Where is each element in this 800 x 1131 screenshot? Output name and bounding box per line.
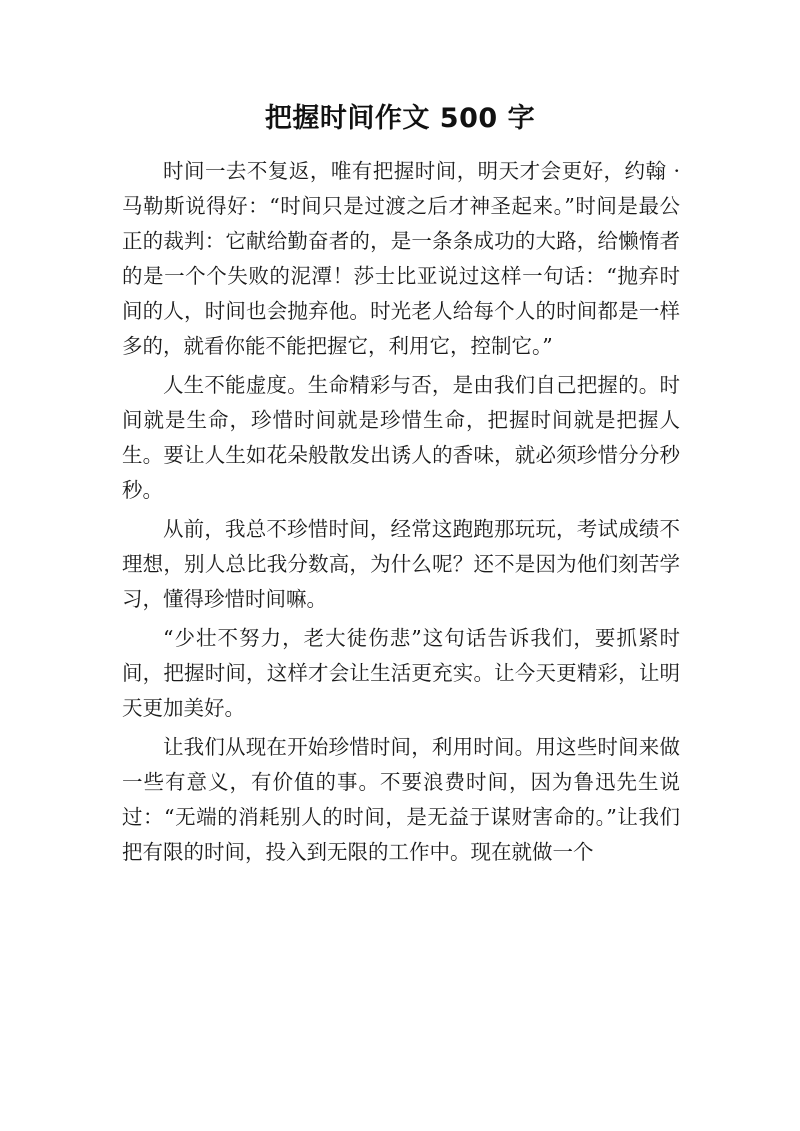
paragraph-1: 时间一去不复返，唯有把握时间，明天才会更好，约翰 · 马勒斯说得好：“时间只是过渡之后才神圣起来。”时间是最公正的裁判：它献给勤奋者的，是一条条成功的大路，给懒惰者的是一个个失败的泥潭！莎士比亚说过这样一句话：“抛弃时间的人，时间也会抛弃他。时光老人给每个人的时间都是一样多的，就看你能不能把握它，利用它，控制它。” <box>122 159 680 358</box>
document-body <box>122 154 680 870</box>
paragraph-4: “少壮不努力，老大徒伤悲”这句话告诉我们，要抓紧时间，把握时间，这样才会让生活更充实。让今天更精彩，让明天更加美好。 <box>122 626 680 720</box>
paragraph-2: 人生不能虚度。生命精彩与否，是由我们自己把握的。时间就是生命，珍惜时间就是珍惜生命，把握时间就是把握人生。要让人生如花朵般散发出诱人的香味，就必须珍惜分分秒秒。 <box>122 373 680 502</box>
paragraph-5: 让我们从现在开始珍惜时间，利用时间。用这些时间来做一些有意义，有价值的事。不要浪费时间，因为鲁迅先生说过：“无端的消耗别人的时间，是无益于谋财害命的。”让我们把有限的时间，投入到无限的工作中。现在就做一个 <box>122 735 680 864</box>
paragraph-3: 从前，我总不珍惜时间，经常这跑跑那玩玩，考试成绩不理想，别人总比我分数高，为什么呢？还不是因为他们刻苦学习，懂得珍惜时间嘛。 <box>122 517 680 611</box>
document-title: 把握时间作文 500 字 <box>264 103 536 134</box>
